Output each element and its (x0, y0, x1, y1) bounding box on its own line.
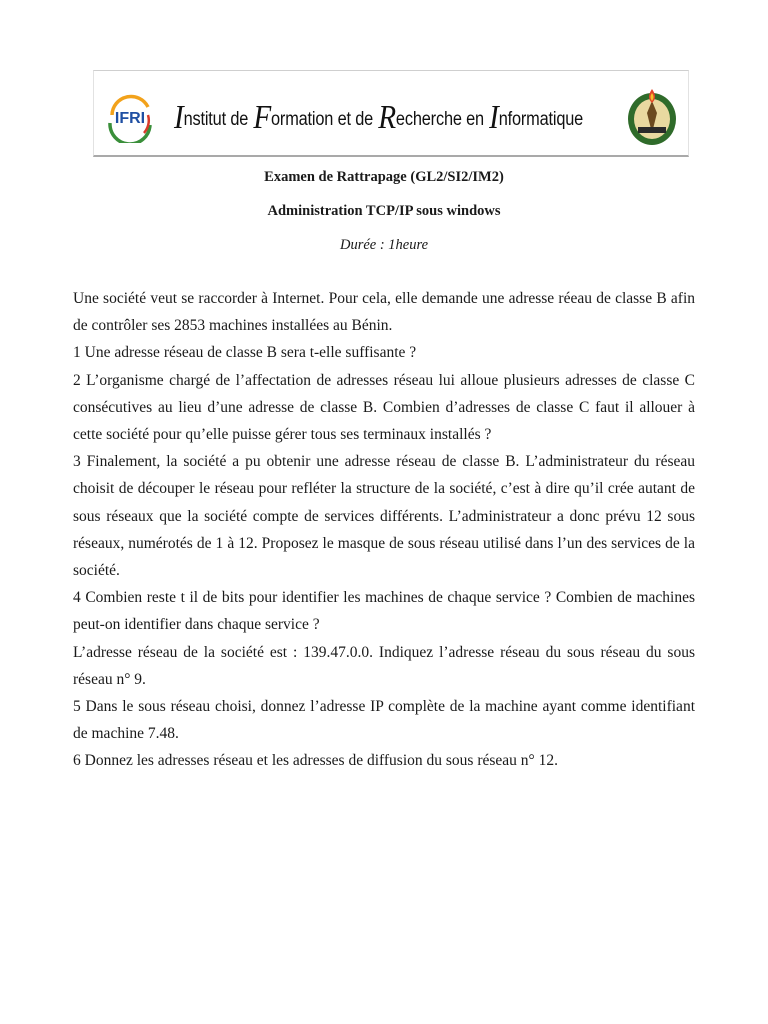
title-initial-4: I (489, 99, 499, 136)
title-initial-2: F (253, 99, 272, 136)
title-initial-3: R (378, 99, 396, 136)
university-emblem (624, 83, 680, 147)
exam-duration: Durée : 1heure (339, 237, 429, 253)
ifri-logo (104, 93, 156, 143)
exam-title: Examen de Rattrapage (GL2/SI2/IM2) (264, 169, 504, 185)
question-6: 6 Donnez les adresses réseau et les adresses de diffusion du sous réseau n° 12. (73, 752, 558, 770)
question-5: 5 Dans le sous réseau choisi, donnez l’adresse IP complète de la machine ayant comme identifiant de machine 7.48. (73, 698, 695, 743)
ifri-logo-text: IFRI (114, 110, 146, 127)
title-word-2: ormation et de (271, 109, 374, 130)
title-initial-1: I (174, 99, 184, 136)
exam-subject: Administration TCP/IP sous windows (267, 203, 501, 219)
title-word-1: nstitut de (183, 109, 249, 130)
title-word-3: echerche en (395, 109, 484, 130)
network-address-statement: L’adresse réseau de la société est : 139.47.0.0. Indiquez l’adresse réseau du sous réseau du sous réseau n° 9. (73, 643, 695, 688)
question-1: 1 Une adresse réseau de classe B sera t-elle suffisante ? (73, 344, 417, 362)
question-3: 3 Finalement, la société a pu obtenir une adresse réseau de classe B. L’administrateur du réseau choisit de découper le réseau pour refléter la structure de la société, c’est à dire qu’il crée autant de sous réseaux que la société compte de services différents. L’administrateur a donc prévu 12 sous réseaux, numérotés de 1 à 12. Proposez le masque de sous réseau utilisé dans l’un des services de la société. (73, 453, 695, 580)
intro-paragraph: Une société veut se raccorder à Internet. Pour cela, elle demande une adresse réeau de classe B afin de contrôler ses 2853 machines installées au Bénin. (73, 290, 695, 335)
institution-header (93, 70, 689, 157)
question-2: 2 L’organisme chargé de l’affectation de adresses réseau lui alloue plusieurs adresses de classe C consécutives au lieu d’une adresse de classe B. Combien d’adresses de classe C faut il allouer à cette société pour qu’elle puisse gérer tous ses terminaux installés ? (73, 371, 695, 444)
exam-body (73, 285, 695, 775)
title-word-4: nformatique (498, 109, 584, 130)
institution-name (174, 101, 583, 135)
question-4: 4 Combien reste t il de bits pour identifier les machines de chaque service ? Combien de machines peut-on identifier dans chaque service ? (73, 589, 695, 634)
